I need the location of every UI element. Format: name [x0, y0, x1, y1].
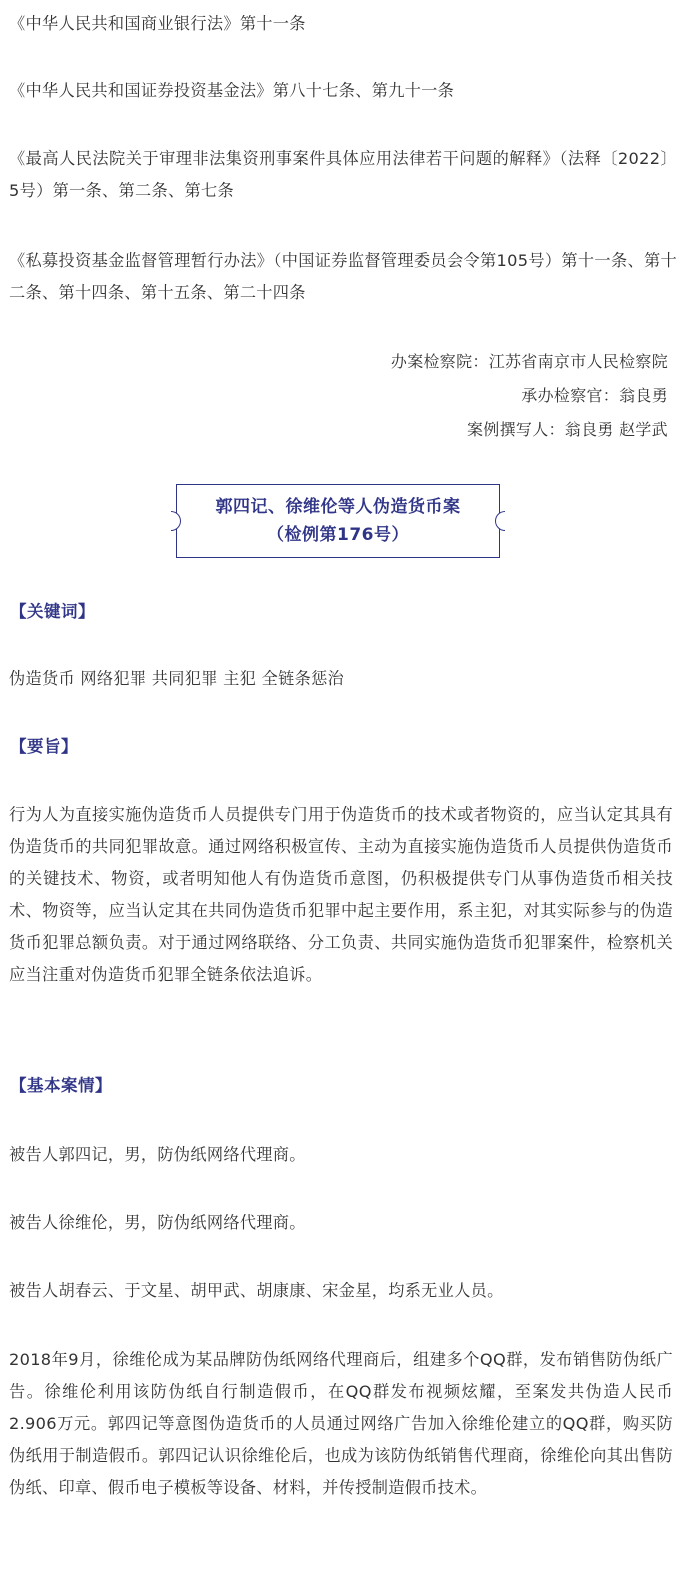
case-title: 郭四记、徐维伦等人伪造货币案: [215, 497, 461, 517]
writers-credit: 案例撰写人：翁良勇 赵学武: [467, 420, 668, 439]
keywords-text: 伪造货币 网络犯罪 共同犯罪 主犯 全链条惩治: [9, 669, 345, 688]
law-citation-3: 《最高人民法院关于审理非法集资刑事案件具体应用法律若干问题的解释》（法释〔2022〕5号）第一条、第二条、第七条: [9, 149, 677, 200]
defendant-2: 被告人徐维伦，男，防伪纸网络代理商。: [9, 1213, 306, 1232]
law-citation-2: 《中华人民共和国证券投资基金法》第八十七条、第九十一条: [9, 81, 455, 100]
defendant-3: 被告人胡春云、于文星、胡甲武、胡康康、宋金星，均系无业人员。: [9, 1281, 504, 1300]
prosecutor-credit: 承办检察官：翁良勇: [521, 386, 668, 405]
facts-heading: 【基本案情】: [10, 1076, 112, 1095]
facts-text: 2018年9月，徐维伦成为某品牌防伪纸网络代理商后，组建多个QQ群，发布销售防伪纸广告。徐维伦利用该防伪纸自行制造假币，在QQ群发布视频炫耀，至案发共伪造人民币2.906万元。郭四记等意图伪造货币的人员通过网络广告加入徐维伦建立的QQ群，购买防伪纸用于制造假币。郭四记认识徐维伦后，也成为该防伪纸销售代理商，徐维伦向其出售防伪纸、印章、假币电子模板等设备、材料，并传授制造假币技术。: [9, 1350, 673, 1497]
gist-heading: 【要旨】: [10, 737, 78, 756]
keywords-heading: 【关键词】: [10, 602, 95, 621]
law-citation-1: 《中华人民共和国商业银行法》第十一条: [9, 14, 306, 33]
case-title-box: [176, 484, 500, 558]
defendant-1: 被告人郭四记，男，防伪纸网络代理商。: [9, 1145, 306, 1164]
case-number: （检例第176号）: [267, 525, 409, 545]
procuratorate-credit: 办案检察院：江苏省南京市人民检察院: [390, 352, 668, 371]
law-citation-4: 《私募投资基金监督管理暂行办法》（中国证券监督管理委员会令第105号）第十一条、第十二条、第十四条、第十五条、第二十四条: [9, 251, 677, 302]
gist-text: 行为人为直接实施伪造货币人员提供专门用于伪造货币的技术或者物资的，应当认定其具有伪造货币的共同犯罪故意。通过网络积极宣传、主动为直接实施伪造货币人员提供伪造货币的关键技术、物资，或者明知他人有伪造货币意图，仍积极提供专门从事伪造货币相关技术、物资等，应当认定其在共同伪造货币犯罪中起主要作用，系主犯，对其实际参与的伪造货币犯罪总额负责。对于通过网络联络、分工负责、共同实施伪造货币犯罪案件，检察机关应当注重对伪造货币犯罪全链条依法追诉。: [9, 805, 673, 984]
